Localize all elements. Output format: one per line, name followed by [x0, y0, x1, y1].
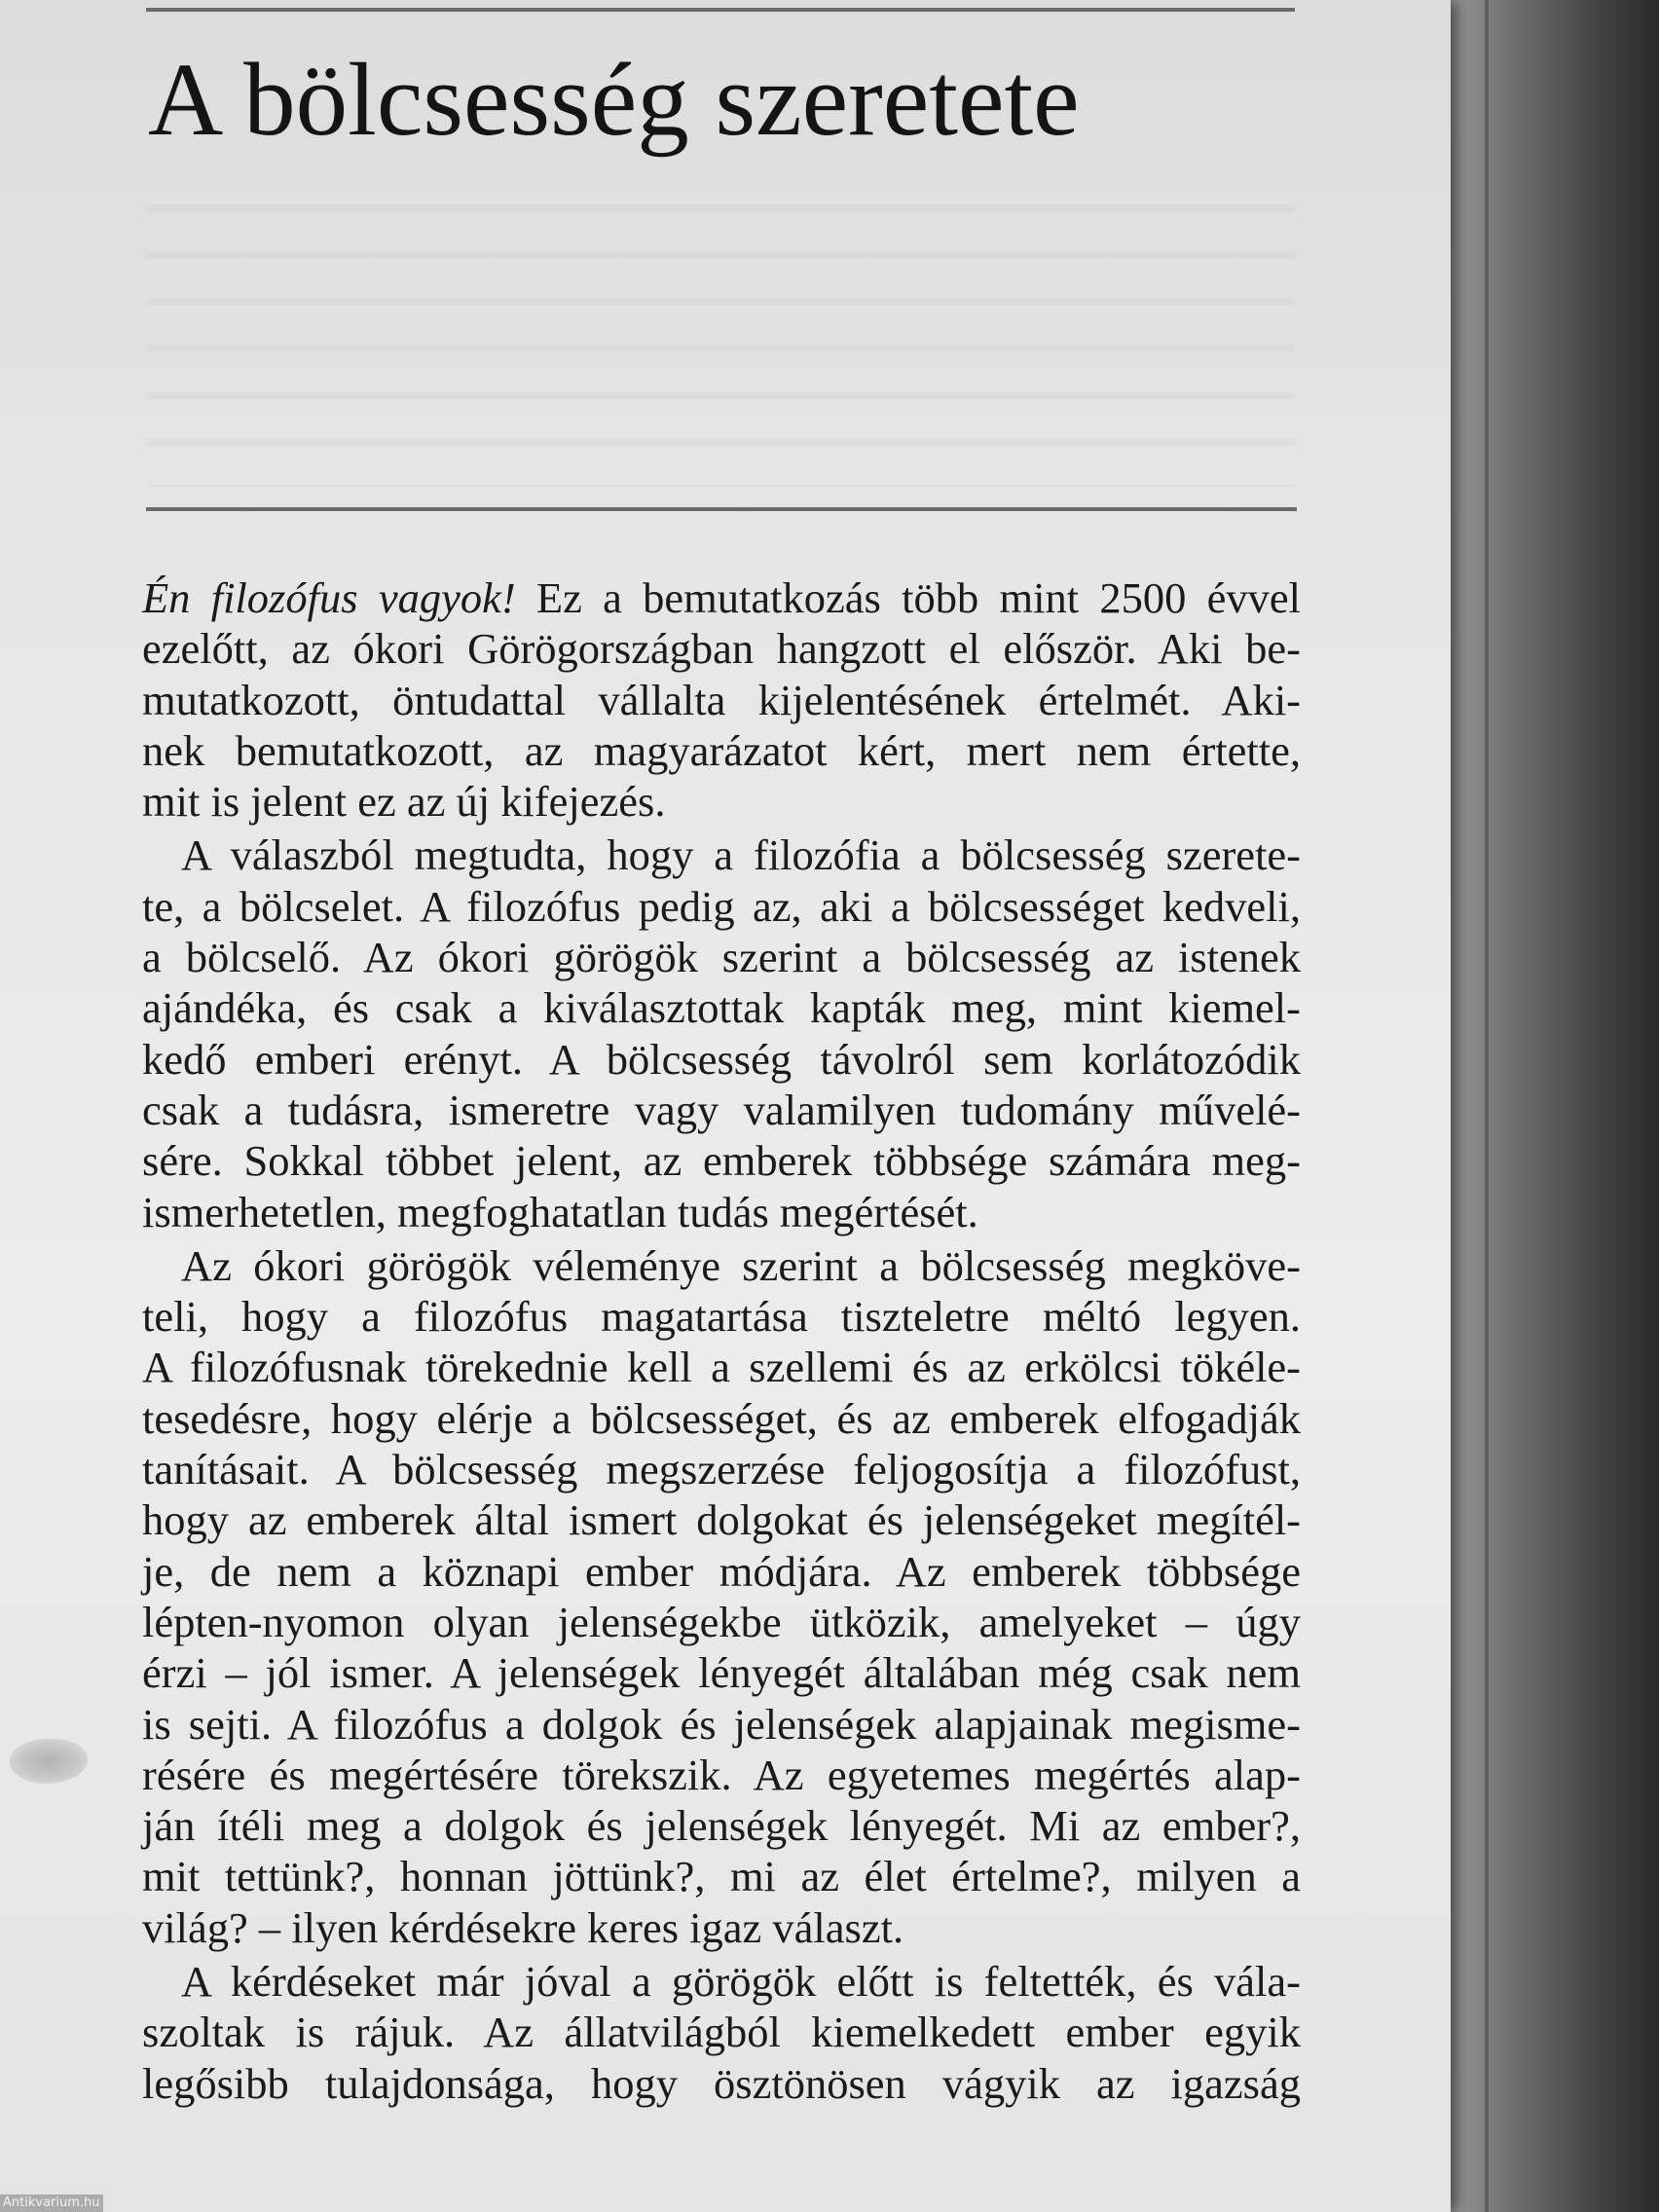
text-line: résére és megértésére törekszik. Az egyetemes megértés alap-: [142, 1750, 1301, 1799]
paper-stain: [10, 1739, 88, 1784]
text-line: [142, 572, 1301, 623]
text-line: sére. Sokkal többet jelent, az emberek többsége számára meg-: [142, 1136, 1301, 1186]
text-line: tesedésre, hogy elérje a bölcsességet, és az emberek elfogadják: [142, 1393, 1301, 1443]
text-line: legősibb tulajdonsága, hogy ösztönösen vágyik az igazság: [142, 2058, 1301, 2108]
text-line: mutatkozott, öntudattal vállalta kijelentésének értelmét. Aki-: [142, 675, 1301, 724]
text-line: tanításait. A bölcsesség megszerzése feljogosítja a filozófust,: [142, 1445, 1301, 1494]
paragraph-4: [142, 1956, 1301, 2109]
text-line: is sejti. A filozófus a dolgok és jelenségek alapjainak megisme-: [142, 1699, 1301, 1749]
text-line: ján ítéli meg a dolgok és jelenségek lényegét. Mi az ember?,: [142, 1801, 1301, 1851]
text-line: a bölcselő. Az ókori görögök szerint a bölcsesség az istenek: [142, 933, 1301, 982]
text-line: mit tettünk?, honnan jöttünk?, mi az élet értelme?, milyen a: [142, 1852, 1301, 1901]
chapter-title: A bölcsesség szeretete: [148, 43, 1080, 158]
text-line: mit is jelent ez az új kifejezés.: [142, 777, 666, 827]
line-text: Ez a bemutatkozás több mint 2500 évvel: [515, 573, 1301, 622]
text-line: je, de nem a köznapi ember módjára. Az emberek többsége: [142, 1546, 1301, 1596]
text-line: teli, hogy a filozófus magatartása tiszteletre méltó legyen.: [142, 1292, 1301, 1342]
text-line: A filozófusnak törekednie kell a szellemi és az erkölcsi tökéle-: [142, 1343, 1301, 1392]
site-watermark: Antikvarium.hu: [0, 2194, 103, 2212]
text-line: A válaszból megtudta, hogy a filozófia a bölcsesség szerete-: [181, 830, 1301, 880]
top-rule: [146, 8, 1295, 12]
text-line: érzi – jól ismer. A jelenségek lényegét általában még csak nem: [142, 1648, 1301, 1698]
text-line: hogy az emberek által ismert dolgokat és jelenségeket megítél-: [142, 1495, 1301, 1545]
section-rule: [146, 507, 1297, 511]
show-through-area: [146, 166, 1295, 487]
text-line: Az ókori görögök véleménye szerint a bölcsesség megköve-: [181, 1240, 1301, 1290]
gutter-shadow: [1485, 0, 1489, 2212]
book-gutter: [1451, 0, 1659, 2212]
text-line: te, a bölcselet. A filozófus pedig az, aki a bölcsességet kedveli,: [142, 881, 1301, 931]
paragraph-2: [142, 830, 1301, 1236]
body-text: [142, 572, 1301, 2109]
paragraph-3: [142, 1240, 1301, 1953]
text-line: A kérdéseket már jóval a görögök előtt is feltették, és vála-: [181, 1957, 1301, 2007]
text-line: nek bemutatkozott, az magyarázatot kért, mert nem értette,: [142, 725, 1301, 775]
paragraph-1: [142, 572, 1301, 827]
text-line: ezelőtt, az ókori Görögországban hangzott el először. Aki be-: [142, 624, 1301, 674]
text-line: világ? – ilyen kérdésekre keres igaz választ.: [142, 1902, 904, 1952]
text-line: ismerhetetlen, megfoghatatlan tudás megértését.: [142, 1187, 978, 1236]
italic-lead: Én filozófus vagyok!: [142, 573, 516, 622]
text-line: ajándéka, és csak a kiválasztottak kapták meg, mint kiemel-: [142, 983, 1301, 1033]
text-line: szoltak is rájuk. Az állatvilágból kiemelkedett ember egyik: [142, 2008, 1301, 2057]
text-line: csak a tudásra, ismeretre vagy valamilyen tudomány művelé-: [142, 1085, 1301, 1134]
text-line: kedő emberi erényt. A bölcsesség távolról sem korlátozódik: [142, 1034, 1301, 1084]
text-line: lépten-nyomon olyan jelenségekbe ütközik, amelyeket – úgy: [142, 1597, 1301, 1646]
